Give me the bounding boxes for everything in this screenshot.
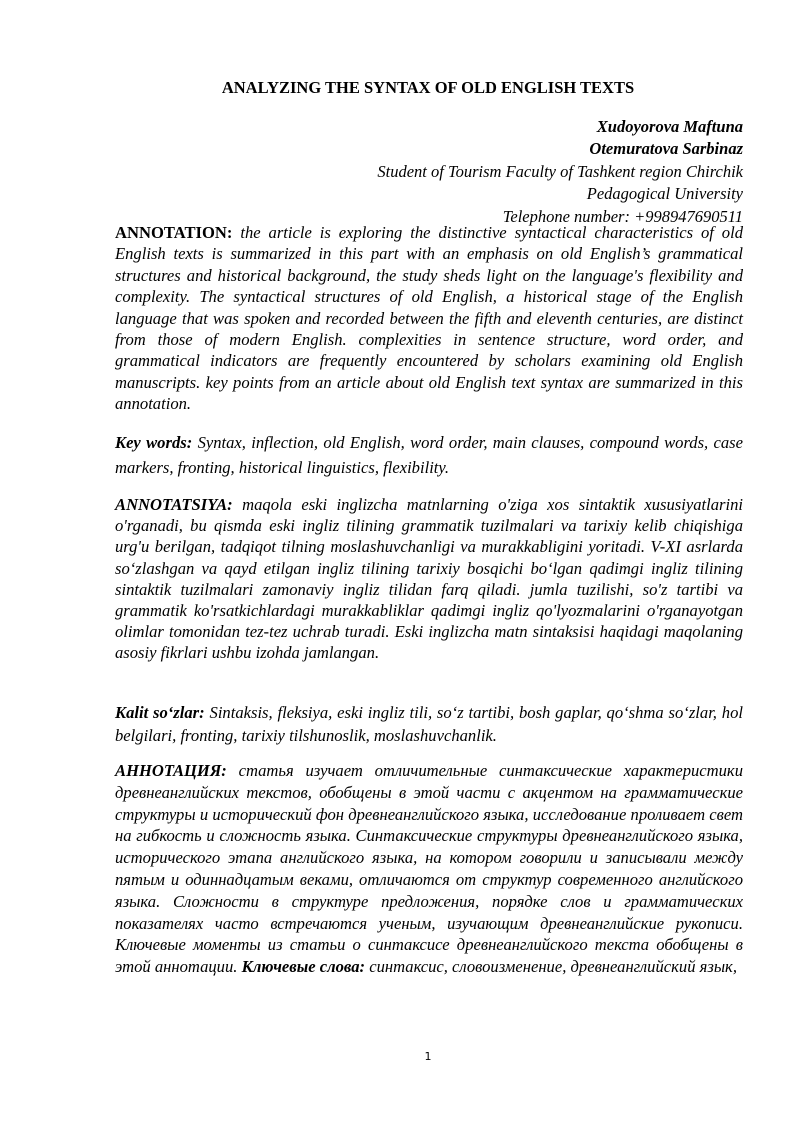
kalit-sozlar-text: Sintaksis, fleksiya, eski ingliz tili, so‘z tartibi, bosh gaplar, qo‘shma so‘zlar, hol belgilari, fronting, tarixiy tilshunoslik, moslashuvchanlik. — [115, 703, 743, 745]
keywords-text: Syntax, inflection, old English, word order, main clauses, compound words, case markers, fronting, historical linguistics, flexibility. — [115, 433, 743, 477]
kalit-sozlar-paragraph — [115, 702, 743, 747]
annotation-label: ANNOTATION: — [115, 223, 233, 242]
affiliation-line-1: Student of Tourism Faculty of Tashkent region Chirchik — [377, 161, 743, 181]
affiliation-line-2: Pedagogical University — [586, 184, 743, 204]
keywords-label: Key words: — [115, 433, 193, 452]
annotatsiya-ru-text: статья изучает отличительные синтаксические характеристики древнеанглийских текстов, обобщены в этой части с акцентом на грамматические структуры и исторический фон древнеанглийского языка, исследование проливает свет на гибкость и сложность языка. Синтаксические структуры древнеанглийского языка, исторического этапа английского языка, на котором говорили и записывали между пятым и одиннадцатым веками, отличаются от структур современного английского языка. Сложности в структуре предложения, порядке слов и грамматических показателях часто встречаются ученым, изучающим древнеанглийские рукописи. Ключевые моменты из статьи о синтаксисе древнеанглийского текста обобщены в этой аннотации. — [115, 761, 743, 977]
klyuchevye-slova-text: синтаксис, словоизменение, древнеанглийский язык, — [369, 957, 737, 977]
telephone-line: Telephone number: +998947690511 — [502, 206, 743, 226]
annotatsiya-text: maqola eski inglizcha matnlarning o'ziga xos sintaktik xususiyatlarini o'rganadi, bu qismda eski ingliz tilining grammatik tuzilmalari va tarixiy kelib chiqishiga urg'u berilgan, tadqiqot tilning moslashuvchanligi va murakkabligini yoritadi. V-XI asrlarda so‘zlashgan va qayd etilgan ingliz tilining tarixiy bosqichi bo‘lgan qadimgi ingliz tilining sintaktik tuzilmalari zamonaviy ingliz tilidan farq qiladi. jumla tuzilishi, so'z tartibi va grammatik ko'rsatkichlardagi murakkabliklar qadimgi ingliz qo'lyozmalarini o'rganayotgan olimlar tomonidan tez-tez uchrab turadi. Eski inglizcha matn sintaksisi haqidagi maqolaning asosiy fikrlari ushbu izohda jamlangan. — [115, 495, 743, 663]
annotation-paragraph — [115, 222, 743, 415]
keywords-paragraph — [115, 430, 743, 480]
author-name-2: Otemuratova Sarbinaz — [589, 139, 743, 159]
author-name-1: Xudoyorova Maftuna — [596, 117, 743, 136]
kalit-sozlar-label: Kalit so‘zlar: — [115, 703, 205, 722]
annotatsiya-paragraph — [115, 494, 743, 664]
annotatsiya-label: ANNOTATSIYA: — [115, 495, 233, 514]
article-title: ANALYZING THE SYNTAX OF OLD ENGLISH TEXTS — [221, 78, 635, 97]
klyuchevye-slova-label: Ключевые слова: — [241, 957, 366, 977]
page-number: 1 — [424, 1050, 432, 1063]
annotatsiya-ru-paragraph — [115, 760, 743, 978]
author-block — [183, 116, 743, 228]
annotatsiya-ru-label: АННОТАЦИЯ: — [115, 761, 227, 780]
annotation-text: the article is exploring the distinctive syntactical characteristics of old English texts is summarized in this part with an emphasis on old English’s grammatical structures and historical background, the study sheds light on the language's flexibility and complexity. The syntactical structures of old English, a historical stage of the English language that was spoken and recorded between the fifth and eleventh centuries, are distinct from those of modern English. complexities in sentence structure, word order, and grammatical indicators are frequently encountered by scholars examining old English manuscripts. key points from an article about old English text syntax are summarized in this annotation. — [115, 223, 743, 414]
